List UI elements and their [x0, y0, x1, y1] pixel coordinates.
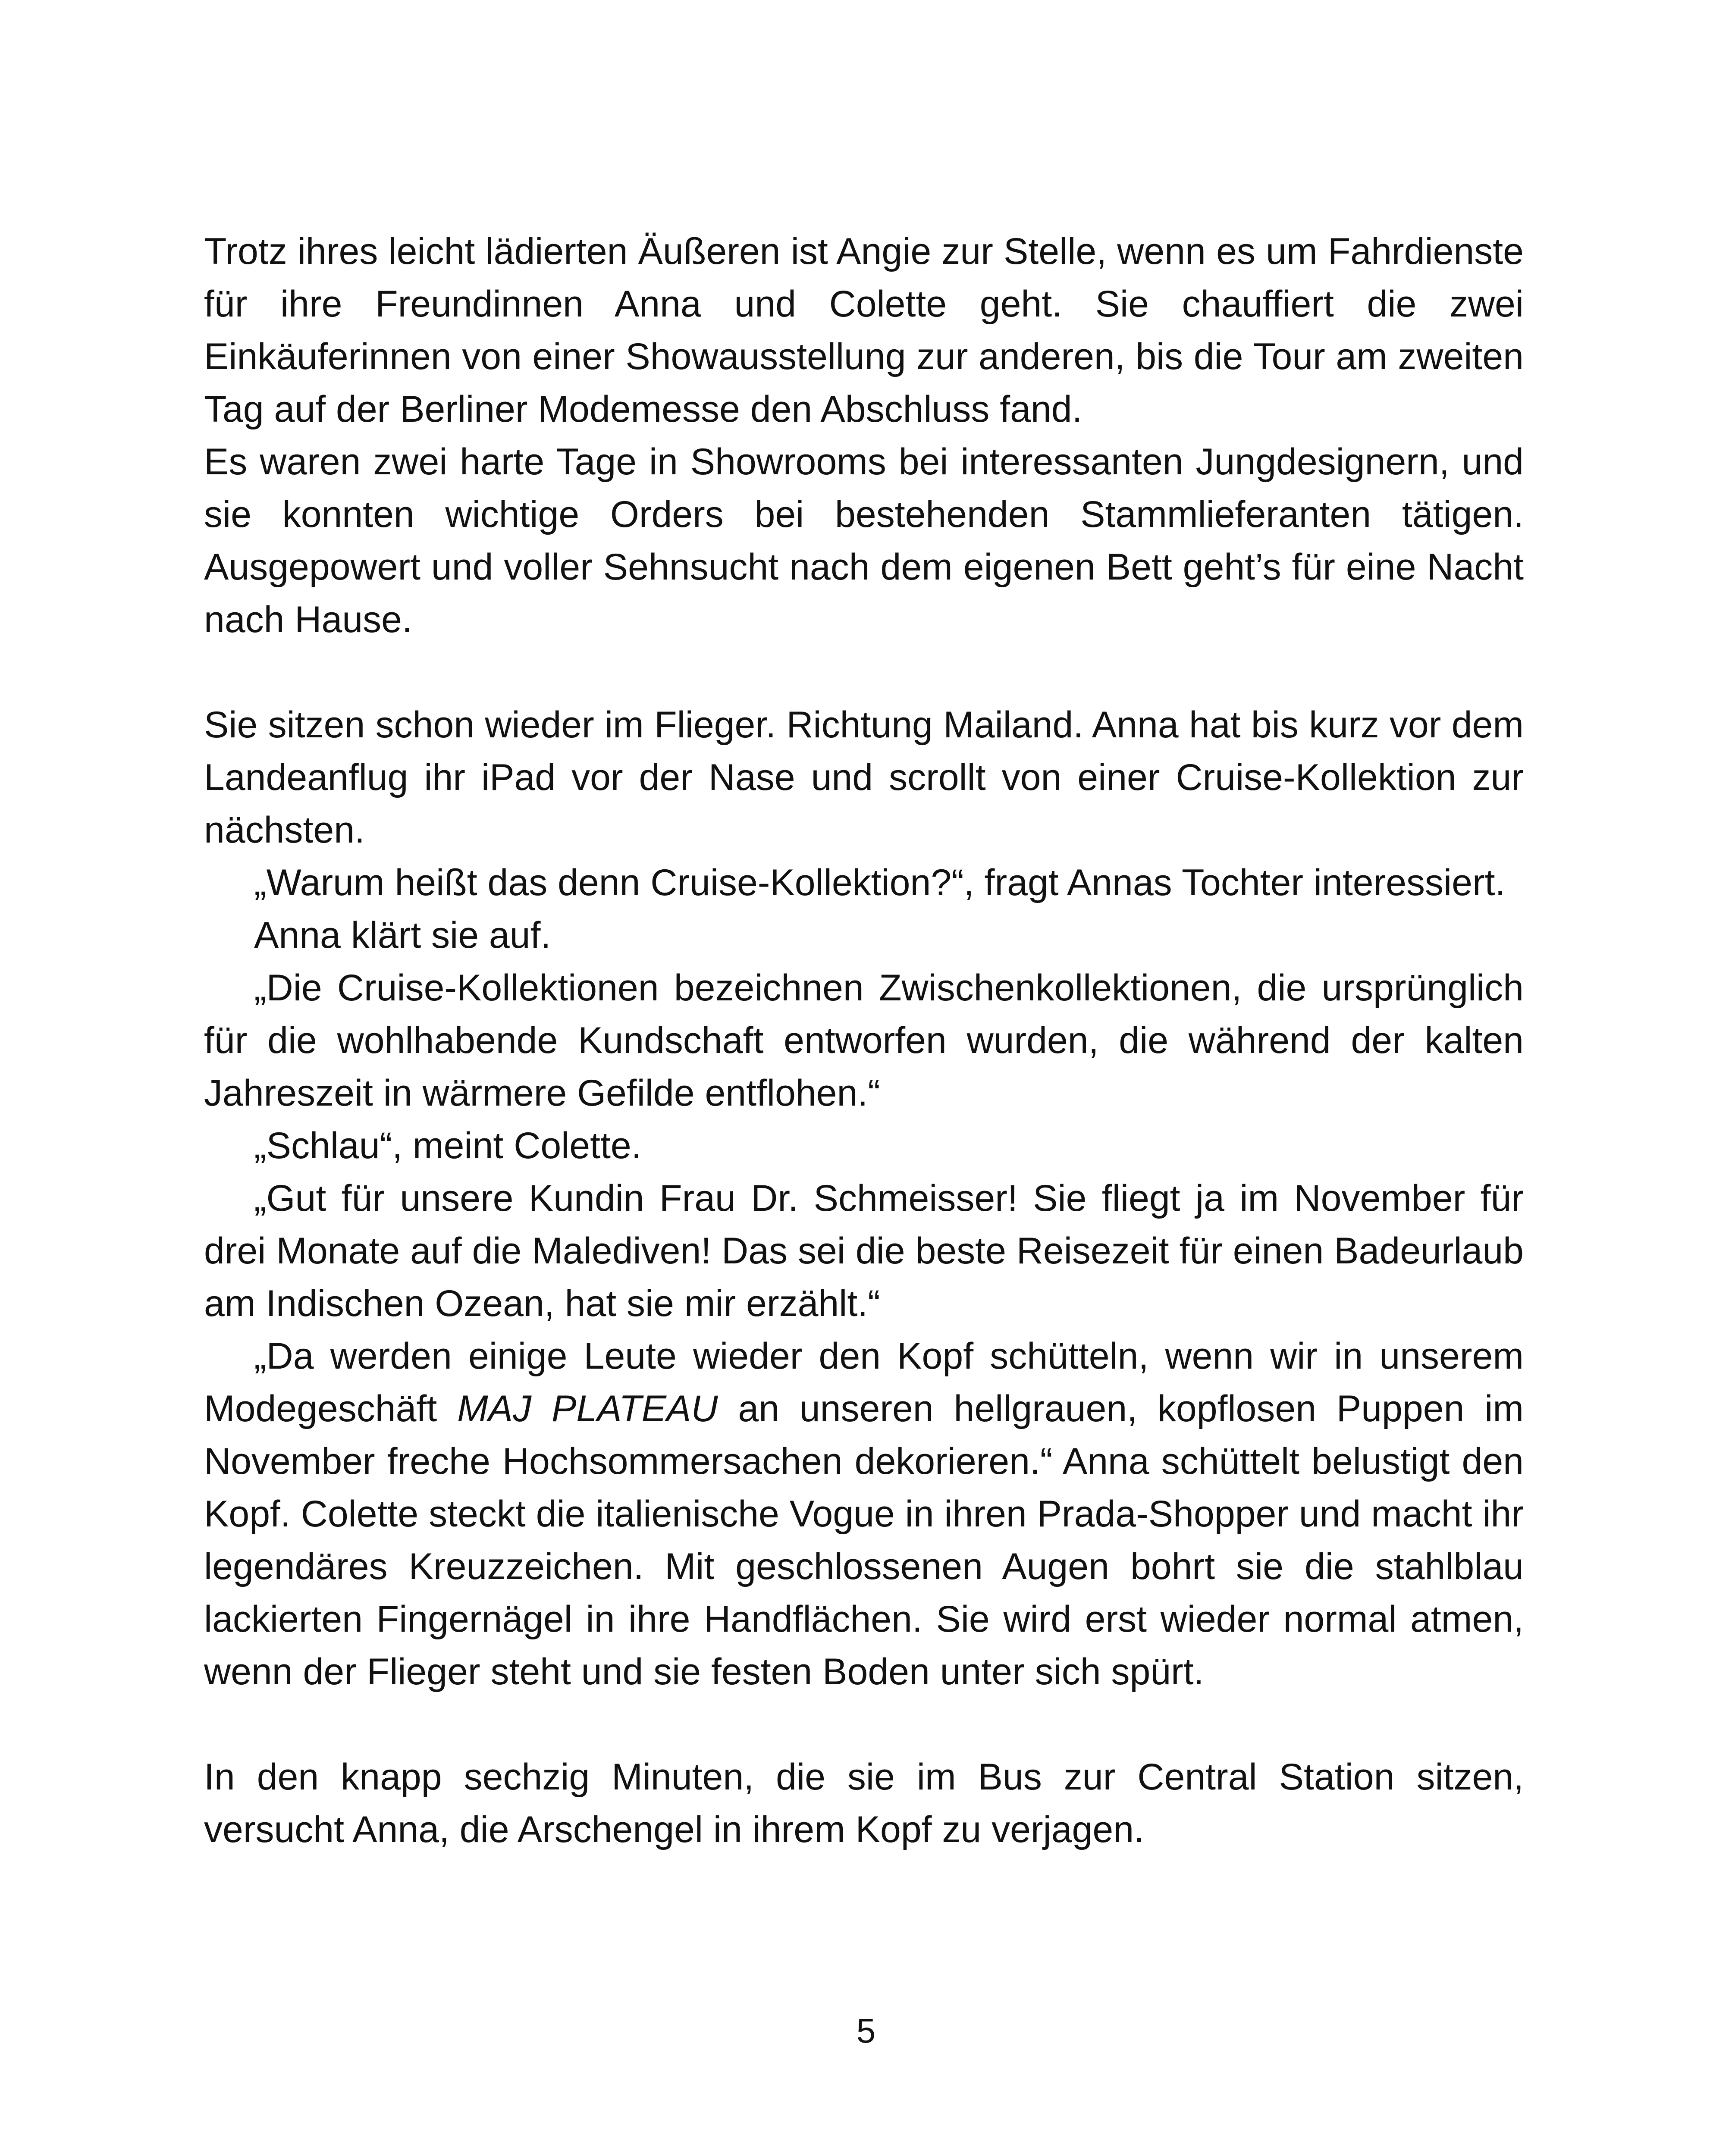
body-text [204, 225, 1524, 1856]
paragraph-gap [204, 646, 1524, 699]
dialogue-text-after-store-name: an unseren hellgrauen, kopflosen Puppen im November freche Hochsommersachen dekorieren.“ Anna schüttelt belustigt den Kopf. Colette steckt die italienische Vogue in ihren Prada-Shopper und macht ihr legendäres Kreuzzeichen. Mit geschlossenen Augen bohrt sie die stahlblau lackierten Fingernägel in ihre Handflächen. Sie wird erst wieder normal atmen, wenn der Flieger steht und sie festen Boden unter sich spürt. [204, 1388, 1524, 1692]
page-number: 5 [856, 2012, 876, 2050]
paragraph-1: Trotz ihres leicht lädierten Äußeren ist Angie zur Stelle, wenn es um Fahrdienste für ihre Freundinnen Anna und Colette geht. Sie chauffiert die zwei Einkäuferinnen von einer Showausstellung zur anderen, bis die Tour am zweiten Tag auf der Berliner Modemesse den Abschluss fand. [204, 231, 1524, 430]
dialogue-text-before-store-name: „Da werden einige Leute wieder den Kopf schütteln, wenn wir in unserem Modegeschäft [204, 1335, 1524, 1429]
dialogue-paragraph-6 [204, 1330, 1524, 1698]
dialogue-paragraph-4: „Schlau“, meint Colette. [254, 1125, 642, 1166]
dialogue-paragraph-2: Anna klärt sie auf. [254, 915, 551, 956]
dialogue-paragraph-5: „Gut für unsere Kundin Frau Dr. Schmeisser! Sie fliegt ja im November für drei Monate auf die Malediven! Das sei die beste Reisezeit für einen Badeurlaub am Indischen Ozean, hat sie mir erzählt.“ [204, 1178, 1524, 1324]
dialogue-paragraph-1: „Warum heißt das denn Cruise-Kollektion?“, fragt Annas Tochter interessiert. [254, 862, 1506, 903]
paragraph-3: Sie sitzen schon wieder im Flieger. Richtung Mailand. Anna hat bis kurz vor dem Landeanflug ihr iPad vor der Nase und scrollt von einer Cruise-Kollektion zur nächsten. [204, 704, 1524, 851]
paragraph-2: Es waren zwei harte Tage in Showrooms bei interessanten Jungdesignern, und sie konnten wichtige Orders bei bestehenden Stammlieferanten tätigen. Ausgepowert und voller Sehnsucht nach dem eigenen Bett geht’s für eine Nacht nach Hause. [204, 441, 1524, 640]
paragraph-4: In den knapp sechzig Minuten, die sie im Bus zur Central Station sitzen, versucht Anna, die Arschengel in ihrem Kopf zu verjagen. [204, 1756, 1524, 1850]
dialogue-paragraph-3: „Die Cruise-Kollektionen bezeichnen Zwischenkollektionen, die ursprünglich für die wohlhabende Kundschaft entworfen wurden, die während der kalten Jahreszeit in wärmere Gefilde entflohen.“ [204, 967, 1524, 1114]
store-name: MAJ PLATEAU [457, 1388, 718, 1429]
paragraph-gap [204, 1698, 1524, 1751]
